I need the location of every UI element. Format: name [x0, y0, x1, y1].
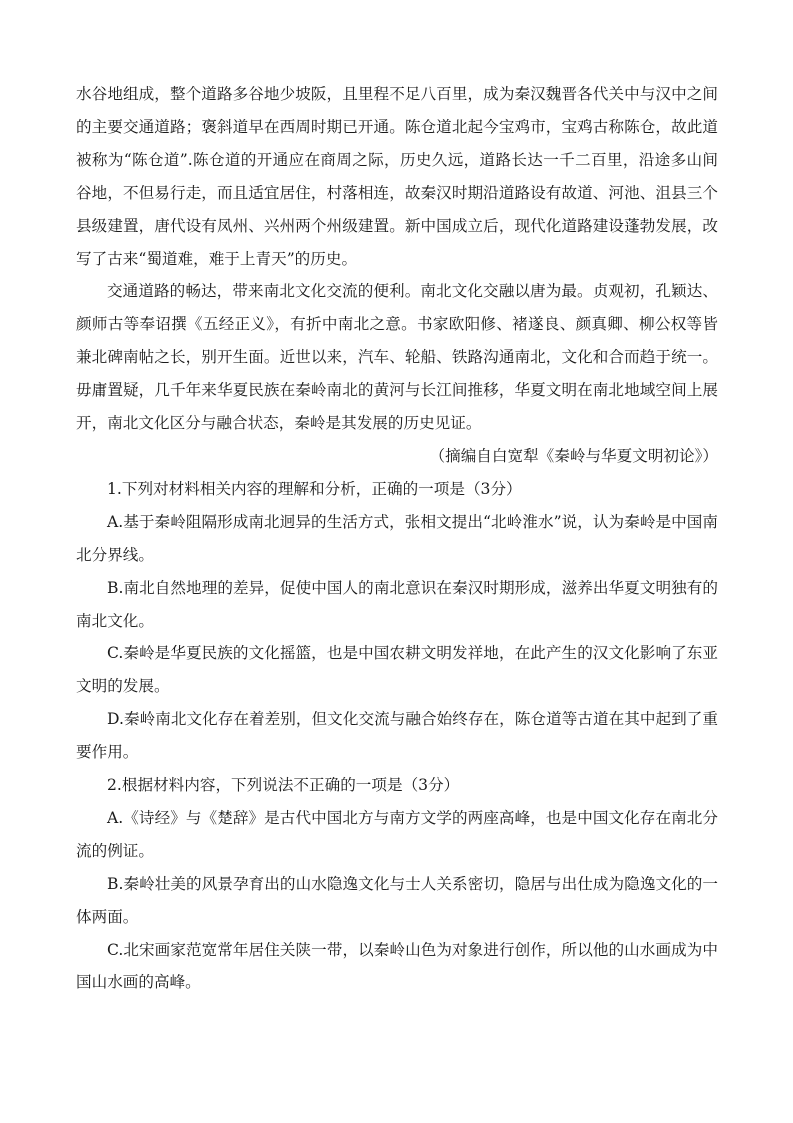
question-1-option-b: B.南北自然地理的差异，促使中国人的南北意识在秦汉时期形成，滋养出华夏文明独有的南北文化。 [76, 578, 718, 630]
question-2-option-b: B.秦岭壮美的风景孕育出的山水隐逸文化与士人关系密切，隐居与出仕成为隐逸文化的一体两面。 [76, 874, 718, 926]
question-2-option-c: C.北宋画家范宽常年居住关陕一带，以秦岭山色为对象进行创作，所以他的山水画成为中国山水画的高峰。 [76, 940, 718, 992]
question-2-stem: 2.根据材料内容，下列说法不正确的一项是（3分） [107, 776, 460, 795]
paragraph-culture-exchange: 交通道路的畅达，带来南北文化交流的便利。南北文化交融以唐为最。贞观初，孔颖达、颜师古等奉诏撰《五经正义》，有折中南北之意。书家欧阳修、褚遂良、颜真卿、柳公权等皆兼北碑南帖之长，别开生面。近世以来，汽车、轮船、铁路沟通南北，文化和合而趋于统一。毋庸置疑，几千年来华夏民族在秦岭南北的黄河与长江间推移，华夏文明在南北地域空间上展开，南北文化区分与融合状态，秦岭是其发展的历史见证。 [76, 282, 718, 433]
document-page [76, 78, 718, 999]
question-1-option-d: D.秦岭南北文化存在着差别，但文化交流与融合始终存在，陈仓道等古道在其中起到了重要作用。 [76, 710, 718, 762]
question-2-option-a: A.《诗经》与《楚辞》是古代中国北方与南方文学的两座高峰，也是中国文化存在南北分流的例证。 [76, 808, 718, 860]
paragraph-continued: 水谷地组成，整个道路多谷地少坡阪，且里程不足八百里，成为秦汉魏晋各代关中与汉中之间的主要交通道路；褒斜道早在西周时期已开通。陈仓道北起今宝鸡市，宝鸡古称陈仓，故此道被称为“陈仓道”.陈仓道的开通应在商周之际，历史久远，道路长达一千二百里，沿途多山间谷地，不但易行走，而且适宜居住，村落相连，故秦汉时期沿道路设有故道、河池、沮县三个县级建置，唐代设有凤州、兴州两个州级建置。新中国成立后，现代化道路建设蓬勃发展，改写了古来“蜀道难，难于上青天”的历史。 [76, 85, 718, 268]
question-1-option-c: C.秦岭是华夏民族的文化摇篮，也是中国农耕文明发祥地，在此产生的汉文化影响了东亚文明的发展。 [76, 644, 718, 696]
source-citation: （摘编自白宽犁《秦岭与华夏文明初论》） [429, 446, 718, 465]
question-1-stem: 1.下列对材料相关内容的理解和分析，正确的一项是（3分） [107, 479, 522, 498]
question-1-option-a: A.基于秦岭阻隔形成南北迥异的生活方式，张相文提出“北岭淮水”说，认为秦岭是中国南北分界线。 [76, 512, 718, 564]
